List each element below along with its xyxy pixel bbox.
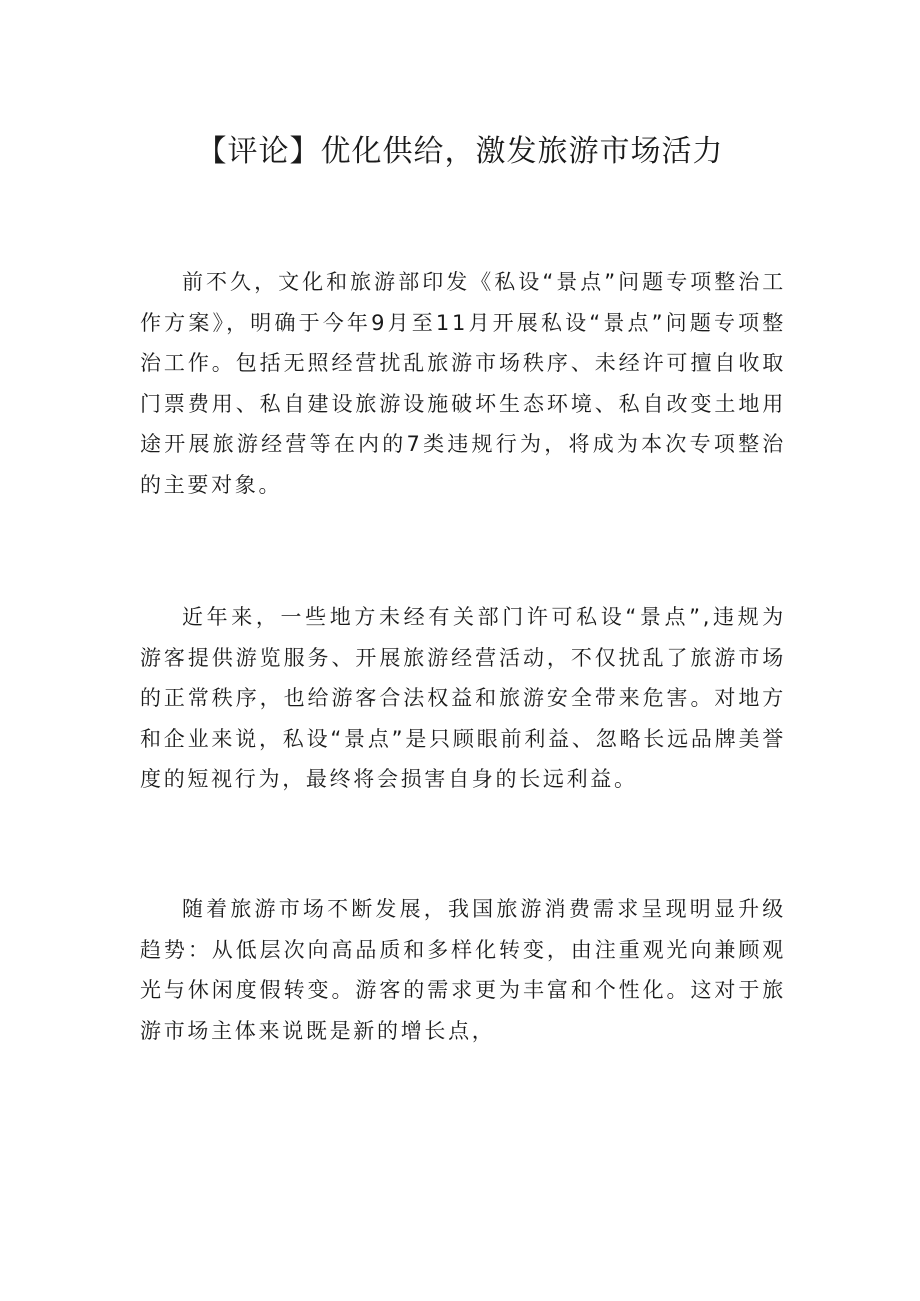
paragraph-2: 近年来，一些地方未经有关部门许可私设“景点”,违规为游客提供游览服务、开展旅游经营活动，不仅扰乱了旅游市场的正常秩序，也给游客合法权益和旅游安全带来危害。对地方和企业来说，私设“景点”是只顾眼前利益、忽略长远品牌美誉度的短视行为，最终将会损害自身的长远利益。 [140,605,786,791]
document-title: 【评论】优化供给，激发旅游市场活力 [196,134,724,169]
paragraph-1: 前不久，文化和旅游部印发《私设“景点”问题专项整治工作方案》，明确于今年9月至11月开展私设“景点”问题专项整治工作。包括无照经营扰乱旅游市场秩序、未经许可擅自收取门票费用、私自建设旅游设施破坏生态环境、私自改变土地用途开展旅游经营等在内的7类违规行为，将成为本次专项整治的主要对象。 [140,270,786,497]
paragraph-3: 随着旅游市场不断发展，我国旅游消费需求呈现明显升级趋势：从低层次向高品质和多样化转变，由注重观光向兼顾观光与休闲度假转变。游客的需求更为丰富和个性化。这对于旅游市场主体来说既是新的增长点， [140,897,786,1043]
